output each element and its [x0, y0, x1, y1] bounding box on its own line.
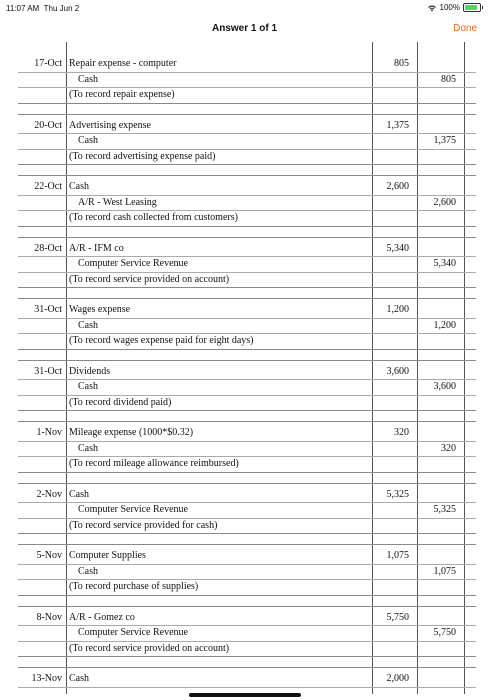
credit-account: Computer Service Revenue: [78, 504, 188, 515]
credit-amount: 320: [441, 442, 456, 454]
debit-amount: 2,600: [386, 181, 409, 192]
credit-account: Cash: [78, 135, 98, 146]
clock-time: 11:07 AM: [6, 4, 40, 13]
battery-icon: [463, 3, 481, 12]
table-row: [18, 210, 476, 225]
table-row: [18, 548, 476, 563]
debit-account: Repair expense - computer: [69, 58, 177, 69]
nav-bar: [0, 16, 489, 42]
credit-amount: 1,200: [433, 319, 456, 331]
row-divider: [18, 164, 476, 165]
table-row: [18, 441, 476, 456]
row-divider: [18, 103, 476, 104]
table-row: [18, 487, 476, 502]
table-row: [18, 564, 476, 579]
entry-date: 2-Nov: [36, 488, 62, 500]
credit-account: Cash: [78, 442, 98, 454]
table-row: [18, 364, 476, 379]
debit-amount: 2,000: [386, 673, 409, 684]
entry-memo: (To record mileage allowance reimbursed): [69, 458, 239, 469]
debit-amount: 1,200: [386, 304, 409, 315]
table-row: [18, 579, 476, 594]
home-indicator: [189, 693, 301, 697]
row-divider: [18, 287, 476, 288]
entry-date: 28-Oct: [34, 242, 62, 254]
table-row: [18, 502, 476, 517]
entry-memo: (To record repair expense): [69, 89, 175, 100]
debit-amount: 5,325: [386, 488, 409, 500]
table-row: [18, 456, 476, 471]
debit-amount: 5,750: [386, 611, 409, 623]
table-row: [18, 149, 476, 164]
debit-amount: 320: [394, 427, 409, 438]
debit-amount: 805: [394, 58, 409, 69]
credit-amount: 1,375: [433, 135, 456, 146]
row-divider: [18, 349, 476, 350]
status-time: [6, 4, 79, 13]
row-divider: [18, 533, 476, 534]
table-row: [18, 610, 476, 625]
debit-account: Cash: [69, 488, 89, 500]
credit-amount: 3,600: [433, 381, 456, 392]
credit-account: Cash: [78, 319, 98, 331]
table-row: [18, 179, 476, 194]
table-row: [18, 56, 476, 71]
row-divider: [18, 226, 476, 227]
row-divider: [18, 360, 476, 361]
entry-date: 1-Nov: [36, 427, 62, 438]
debit-account: A/R - IFM co: [69, 242, 124, 254]
row-divider: [18, 298, 476, 299]
credit-amount: 5,750: [433, 627, 456, 638]
journal-entries-table: [18, 42, 476, 694]
entry-memo: (To record service provided on account): [69, 642, 230, 654]
row-divider: [18, 606, 476, 607]
credit-account: Cash: [78, 381, 98, 392]
entry-memo: (To record service provided for cash): [69, 519, 218, 531]
credit-account: Cash: [78, 565, 98, 577]
entry-date: 8-Nov: [36, 611, 62, 623]
credit-amount: 805: [441, 73, 456, 85]
wifi-icon: [427, 4, 437, 12]
credit-account: A/R - West Leasing: [78, 196, 157, 208]
table-row: [18, 302, 476, 317]
credit-account: Cash: [78, 73, 98, 85]
entry-memo: (To record purchase of supplies): [69, 581, 199, 592]
debit-amount: 5,340: [386, 242, 409, 254]
table-row: [18, 133, 476, 148]
table-row: [18, 625, 476, 640]
status-date: Thu Jun 2: [43, 4, 80, 13]
table-row: [18, 671, 476, 686]
debit-account: A/R - Gomez co: [69, 611, 135, 623]
table-row: [18, 87, 476, 102]
debit-account: Computer Supplies: [69, 550, 146, 561]
row-divider: [18, 656, 476, 657]
row-divider: [18, 544, 476, 545]
row-divider: [18, 114, 476, 115]
row-divider: [18, 595, 476, 596]
table-row: [18, 72, 476, 87]
page-title: Answer 1 of 1: [211, 23, 278, 34]
row-divider: [18, 410, 476, 411]
entry-memo: (To record service provided on account): [69, 273, 230, 285]
credit-account: Computer Service Revenue: [78, 627, 188, 638]
battery-percent: 100%: [439, 3, 460, 12]
entry-date: 13-Nov: [31, 673, 62, 684]
debit-amount: 1,075: [386, 550, 409, 561]
entry-date: 5-Nov: [36, 550, 62, 561]
entry-date: 17-Oct: [34, 58, 62, 69]
row-divider: [18, 667, 476, 668]
table-row: [18, 241, 476, 256]
table-row: [18, 118, 476, 133]
credit-amount: 1,075: [433, 565, 456, 577]
debit-account: Cash: [69, 673, 89, 684]
debit-account: Wages expense: [69, 304, 131, 315]
row-divider: [18, 421, 476, 422]
credit-amount: 5,340: [433, 258, 456, 269]
debit-account: Cash: [69, 181, 89, 192]
table-row: [18, 272, 476, 287]
table-row: [18, 195, 476, 210]
table-row: [18, 641, 476, 656]
status-bar: [0, 0, 489, 16]
status-indicators: [427, 3, 483, 12]
row-divider: [18, 483, 476, 484]
entry-memo: (To record cash collected from customers): [69, 212, 238, 223]
debit-amount: 3,600: [386, 365, 409, 377]
done-button[interactable]: Done: [453, 23, 477, 34]
entry-date: 20-Oct: [34, 119, 62, 131]
debit-account: Dividends: [69, 365, 111, 377]
entry-date: 22-Oct: [34, 181, 62, 192]
table-row: [18, 256, 476, 271]
table-row: [18, 379, 476, 394]
entry-memo: (To record dividend paid): [69, 396, 172, 408]
debit-amount: 1,375: [386, 119, 409, 131]
table-row: [18, 395, 476, 410]
row-divider: [18, 472, 476, 473]
entry-memo: (To record wages expense paid for eight days): [69, 335, 254, 346]
table-row: [18, 333, 476, 348]
credit-amount: 2,600: [433, 196, 456, 208]
credit-amount: 5,325: [433, 504, 456, 515]
entry-date: 31-Oct: [34, 365, 62, 377]
table-row: [18, 518, 476, 533]
debit-account: Mileage expense (1000*$0.32): [69, 427, 194, 438]
row-divider: [18, 175, 476, 176]
row-divider: [18, 237, 476, 238]
table-row: [18, 318, 476, 333]
credit-account: Computer Service Revenue: [78, 258, 188, 269]
entry-memo: (To record advertising expense paid): [69, 150, 216, 162]
table-row: [18, 425, 476, 440]
debit-account: Advertising expense: [69, 119, 151, 131]
entry-date: 31-Oct: [34, 304, 62, 315]
